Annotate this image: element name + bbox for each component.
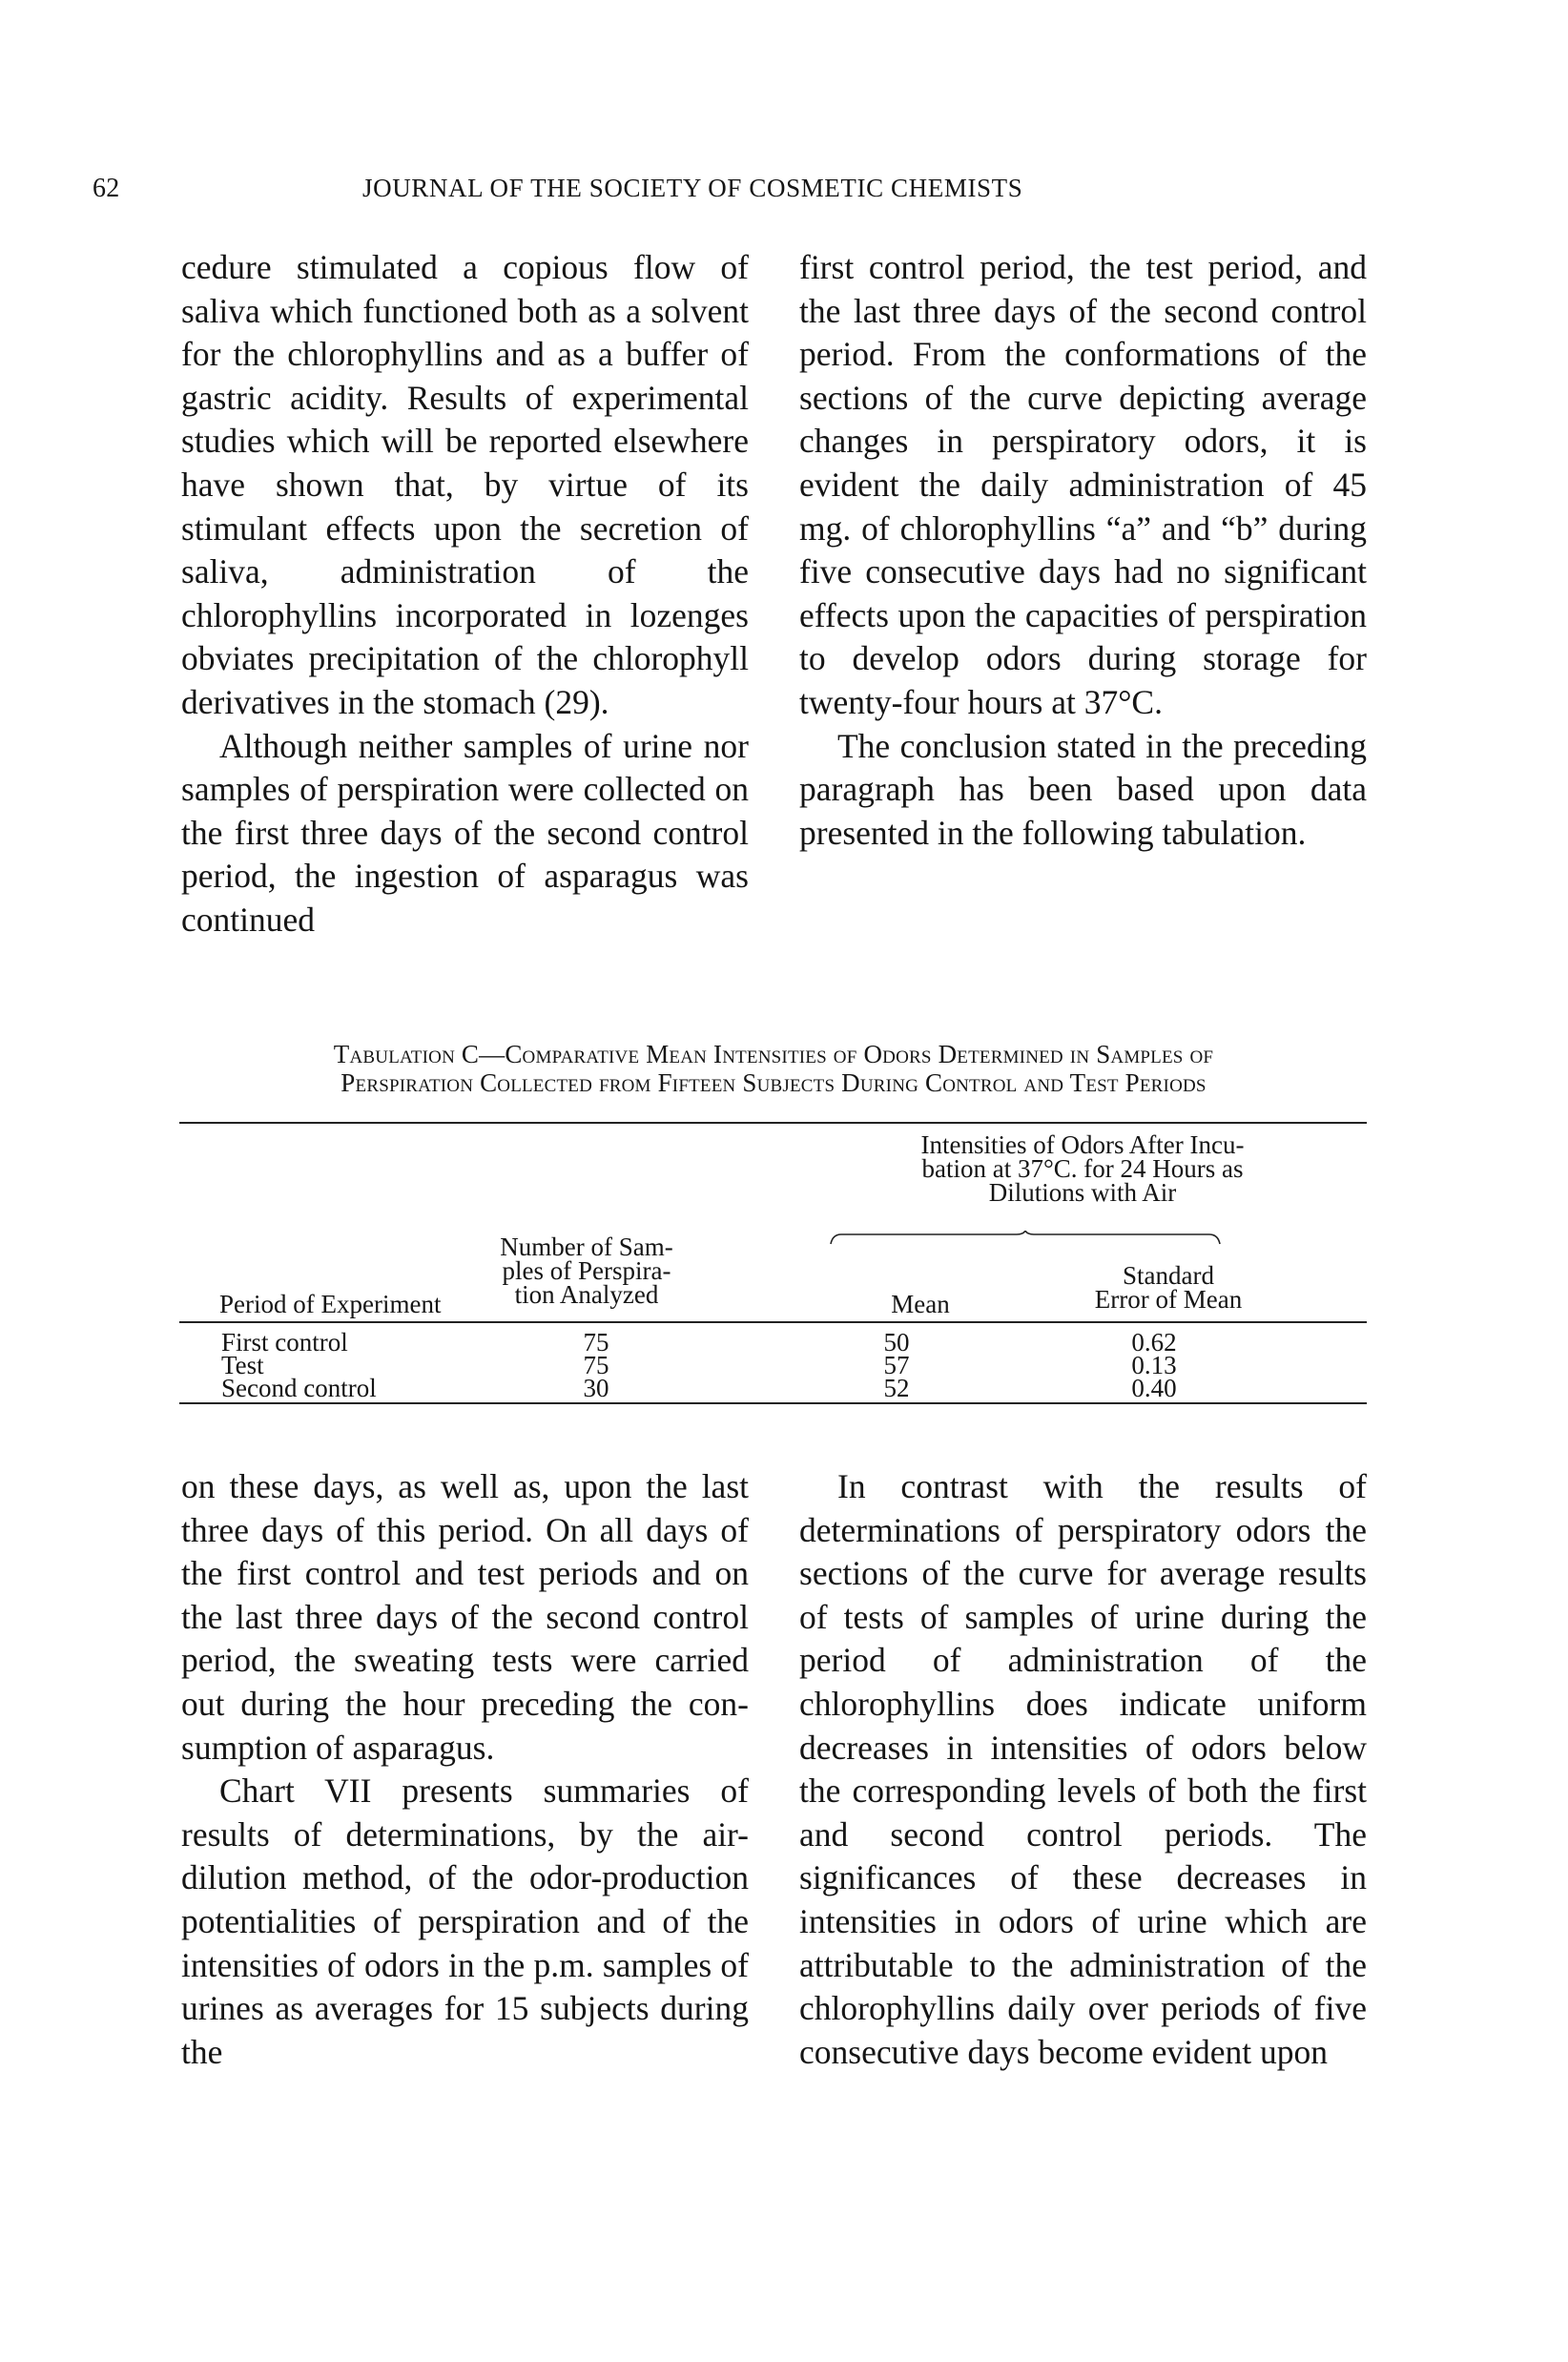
header-line: Intensities of Odors After Incu- — [920, 1130, 1245, 1159]
column-header-samples — [491, 1235, 682, 1307]
cell-samples: 75 — [583, 1328, 609, 1357]
top-right-column — [799, 246, 1367, 855]
journal-title: JOURNAL OF THE SOCIETY OF COSMETIC CHEMISTS — [362, 174, 1023, 202]
bottom-left-column — [181, 1465, 749, 2074]
cell-samples: 75 — [583, 1351, 609, 1379]
column-group-header-intensities — [835, 1130, 1331, 1207]
cell-mean: 57 — [883, 1351, 910, 1379]
table-caption-line: Perspiration Collected from Fifteen Subjects During Control and Test Periods — [340, 1068, 1207, 1097]
paragraph: Although neither samples of urine nor samples of perspiration were collected on the first three days of the second control period, the ingestion of asparagus was continued — [181, 726, 749, 939]
table-bottom-rule — [179, 1402, 1367, 1404]
table-caption-line: Tabulation C—Comparative Mean Intensities of Odors Determined in Samples of — [333, 1040, 1214, 1068]
table-header-rule — [179, 1321, 1367, 1323]
cell-period: Second control — [221, 1374, 377, 1402]
paragraph: on these days, as well as, upon the last three days of this period. On all days of the first control and test periods and on the last three days of the second control period, the sweating tests were carried out during the hour preceding the consumption of asparagus. — [181, 1467, 749, 1767]
table-row — [172, 1374, 1375, 1402]
top-left-column — [181, 246, 749, 943]
header-line: Error of Mean — [1094, 1285, 1243, 1314]
header-line: Standard — [1123, 1261, 1214, 1290]
column-header-standard-error — [1040, 1261, 1297, 1314]
header-line: Dilutions with Air — [988, 1178, 1177, 1207]
table-caption — [172, 1040, 1375, 1097]
column-group-brace — [830, 1231, 1221, 1246]
table-row — [172, 1328, 1375, 1357]
paragraph: cedure stimulated a copious flow of saliva which functioned both as a solvent for the chlorophyllins and as a buffer of gastric acidity. Results of experimental studies which will be reported elsewhere have shown that, by virtue of its stimulant effects upon the secretion of saliva, administration of the chlorophyllins incorporated in lozenges obviates precipitation of the chlorophyll derivatives in the stomach (29). — [181, 248, 749, 721]
cell-mean: 52 — [883, 1374, 910, 1402]
paragraph: first control period, the test period, and the last three days of the second control period. From the conformations of the sections of the curve depicting average changes in perspiratory odors, it is evident the daily administration of 45 mg. of chlorophyllins “a” and “b” during five consecutive days had no significant effects upon the capacities of perspiration to develop odors during storage for twenty-four hours at 37°C. — [799, 248, 1367, 721]
paragraph: In contrast with the results of determinations of perspiratory odors the sections of the curve for average results of tests of samples of urine during the period of administration of the chlorophyllins does indicate uniform decreases in intensities of odors below the corresponding levels of both the first and second control periods. The significances of these decreases in intensities in odors of urine which are attributable to the administration of the chlorophyllins daily over periods of five consecutive days become evident upon — [799, 1467, 1367, 2071]
table-body — [172, 1328, 1375, 1402]
cell-standard-error: 0.13 — [1131, 1351, 1177, 1379]
paragraph: The conclusion stated in the preceding paragraph has been based upon data presented in the following tabulation. — [799, 726, 1367, 852]
cell-standard-error: 0.62 — [1131, 1328, 1177, 1357]
cell-period: First control — [221, 1328, 348, 1357]
cell-period: Test — [221, 1351, 264, 1379]
column-header-mean: Mean — [891, 1290, 950, 1318]
header-line: bation at 37°C. for 24 Hours as — [921, 1154, 1244, 1183]
running-head — [93, 174, 1371, 212]
table-top-rule — [179, 1122, 1367, 1124]
paragraph: Chart VII presents summaries of results of determinations, by the air-dilution method, of the odor-production potentialities of perspiration and of the intensities of odors in the p.m. samples of urines as averages for 15 subjects during the — [181, 1772, 749, 2071]
cell-samples: 30 — [583, 1374, 609, 1402]
page-number: 62 — [93, 174, 120, 203]
column-header-period: Period of Experiment — [219, 1290, 442, 1318]
cell-mean: 50 — [883, 1328, 910, 1357]
header-line: tion Analyzed — [514, 1280, 659, 1309]
cell-standard-error: 0.40 — [1131, 1374, 1177, 1402]
bottom-right-column — [799, 1465, 1367, 2074]
header-line: Number of Sam- — [500, 1233, 673, 1261]
header-line: ples of Perspira- — [502, 1256, 671, 1285]
